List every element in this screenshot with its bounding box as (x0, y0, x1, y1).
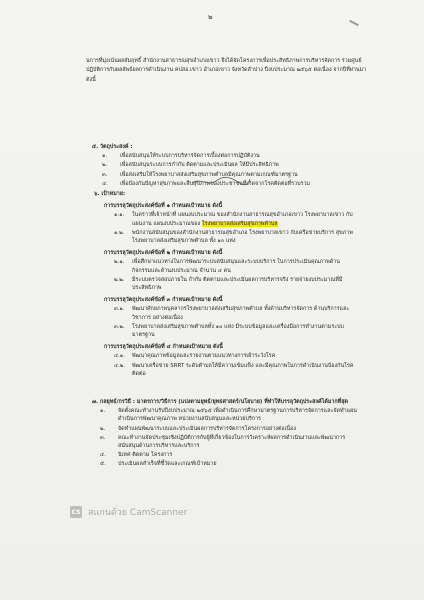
objectives-heading: ๕. วัตถุประสงค์ : (92, 144, 133, 150)
item-number: ๑. (100, 408, 106, 415)
list-item (94, 352, 358, 360)
item-number: ๔.๒. (114, 362, 126, 369)
item-text: ประเมินผลสำเร็จที่ชี้วัดและเกณฑ์เป้าหมาย (118, 461, 217, 468)
item-number: ๔. (100, 452, 106, 459)
item-number: ๓. (100, 434, 106, 441)
page-number: ๒ (208, 13, 213, 21)
target-group-title: การบรรลุวัตถุประสงค์ข้อที่ ๔ กำหนดเป้าหมาย ดังนี้ (104, 344, 223, 351)
targets-groups (94, 202, 358, 378)
camscanner-logo-icon: CS (70, 506, 82, 518)
item-number: ๑. (102, 153, 108, 160)
list-item (94, 323, 358, 339)
item-text: จัดทำแผนพัฒนาระบบและประเมินผลการบริหารจัดการโครงการอย่างต่อเนื่อง (118, 425, 296, 432)
highlight-mark: โรงพยาบาลส่งเสริมสุขภาพตำบล (201, 220, 278, 227)
item-text: มีระบบตรวจสอบภายใน กำกับ ติดตามและประเมินผลการบริหารจริง รายจ่ายงบประมาณที่มีประสิทธิภาพ (132, 276, 343, 292)
list-item (92, 161, 352, 169)
item-text: พัฒนาเครือข่าย SRRT ระดับตำบลให้มีความเข้มแข็ง และมีคุณภาพในการดำเนินงานป้องกันโรคติดต่อ (132, 362, 354, 377)
activities-list (92, 407, 362, 468)
item-text: จัดตั้งคณะทำงานรับปีงบประมาณ ๒๕๖๕ เพื่อดำเนินการศึกษามาตรฐานการบริหารจัดการและจัดทำแผนดำเนินการพัฒนาคุณภาพ หน่วยงานสนับสนุนและหน่วยบริการ (118, 408, 357, 423)
item-number: ๓. (102, 171, 108, 178)
activities-section (92, 398, 362, 469)
signature-scribble (190, 175, 252, 187)
item-number: ๑.๒. (114, 229, 125, 236)
item-number: ๒.๒. (114, 276, 125, 283)
list-item (92, 152, 352, 160)
item-text: เพื่อป้องกันปัญหาสุขภาพและสืบสุขภาพของประชาชนที่เกิดจากโรคติดต่อที่รวบรวม (120, 180, 310, 187)
list-item (92, 434, 362, 450)
list-item (94, 229, 358, 245)
item-text: พัฒนาคุณภาพข้อมูลและรายงานตามแนวทางการเฝ้าระวังโรค (132, 353, 276, 360)
item-number: ๒. (102, 162, 108, 169)
item-text: เพื่อสนับสนุนให้ระบบการบริหารจัดการเบื้องต่อการปฏิบัติงาน (120, 153, 260, 160)
item-number: ๒. (100, 425, 106, 432)
item-number: ๑.๑. (114, 212, 125, 219)
scanner-text: สแกนด้วย CamScanner (88, 508, 188, 518)
item-text: ในคราวที่เจ้าหน้าที่ แผนงบประมาณ ของสำนักงานสาธารณสุขอำเภอเขาว โรงพยาบาลเขาว กับแผนงาน แผนงบประมาณของ โรงพยาบาลส่งเสริมสุขภาพตำบล (132, 212, 353, 227)
item-text: พนักงานสนับสนุนของสำนักงานสาธารณสุขอำเภอ โรงพยาบาลเขาว กับเครือข่ายบริการ สุขภาพ โรงพยาบาลส่งเสริมสุขภาพตำบล ทั้ง ๑๐ แห่ง (132, 229, 353, 245)
intro-paragraph: นการที่มุ่งเน้นผลสัมฤทธิ์ สำนักงานสาธารณสุขอำเภอเขาว จึงได้จัดโครงการเพื่อประสิทธิภาพการบริหารจัดการ ร่วมศูนย์ปฏิบัติการกับผลลัพธ์ผลการดำเนินงาน คปสอ.เขาว อำเภอเขาว จังหวัดลำปาง ปีงบประมาณ ๒๕๖๕ ต่อเนื่อง จากปีที่ผ่านมา ดังนี้ (86, 58, 367, 83)
targets-section (94, 190, 358, 378)
targets-heading: ๖. เป้าหมาย: (94, 191, 126, 197)
list-item (94, 276, 358, 292)
item-number: ๓.๒. (114, 323, 125, 330)
target-group-title: การบรรลุวัตถุประสงค์ข้อที่ ๑ กำหนดเป้าหมาย ดังนี้ (104, 203, 223, 210)
target-group-title: การบรรลุวัตถุประสงค์ข้อที่ ๓ กำหนดเป้าหมาย ดังนี้ (104, 297, 223, 304)
list-item (92, 425, 362, 433)
list-item (94, 305, 358, 321)
list-item (92, 451, 362, 459)
item-text: นิเทศ ติดตาม โครงการ (118, 452, 173, 459)
item-number: ๔. (102, 180, 108, 187)
margin-mark (349, 20, 359, 26)
list-item (94, 362, 358, 378)
list-item (92, 407, 362, 423)
item-number: ๓.๑. (114, 306, 125, 313)
scanner-watermark (70, 505, 187, 519)
target-group-title: การบรรลุวัตถุประสงค์ข้อที่ ๒ กำหนดเป้าหมาย ดังนี้ (104, 250, 223, 257)
item-text: พัฒนาศักยภาพบุคลากรโรงพยาบาลส่งเสริมสุขภาพตำบล ทั้งด้านบริหารจัดการ ด้านบริการและวิชาการ อย่างต่อเนื่อง (132, 306, 350, 321)
item-text: เพื่อสนับสนุนระบบการกำกับ ติดตามและประเมินผล ให้มีประสิทธิภาพ (120, 162, 279, 169)
list-item (94, 258, 358, 274)
item-text: เพื่อศึกษาแนวทางในการพัฒนาระบบสนับสนุนและระบบบริการ ในการประเมินคุณภาพด้านกิจกรรมและด้านงบประมาณ จำนวน ๔ คน (132, 259, 340, 274)
list-item (92, 460, 362, 468)
item-number: ๔.๑. (114, 353, 125, 360)
item-number: ๕. (100, 461, 106, 468)
activities-heading: ๗. กลยุทธ์/กรวิธี : มาตรการ/วิธีการ (แบ่งตามยุทธ์/ยุทธศาสตร์/นโยบาย) ที่ทำให้บรรลุวัตถุประสงค์ได้มากที่สุด (92, 399, 349, 405)
item-text: คณะทำงานจัดประชุมเชิงปฏิบัติการกับผู้ที่เกี่ยวข้องในการวิเคราะห์ผลการดำเนินงานและพัฒนาการสนับสนุนด้านการบริหารและบริการ (118, 434, 346, 450)
list-item (94, 211, 358, 227)
item-text: เพื่อส่งเสริมให้โรงพยาบาลส่งเสริมสุขภาพตำบลมีคุณภาพตามเกณฑ์มาตรฐาน (120, 171, 298, 178)
item-number: ๒.๑. (114, 259, 125, 266)
item-text: โรงพยาบาลส่งเสริมสุขภาพตำบลทั้ง ๑๐ แห่ง มีระบบข้อมูลและเครื่องมือการทำงานตามระบบมาตรฐาน (132, 323, 344, 339)
